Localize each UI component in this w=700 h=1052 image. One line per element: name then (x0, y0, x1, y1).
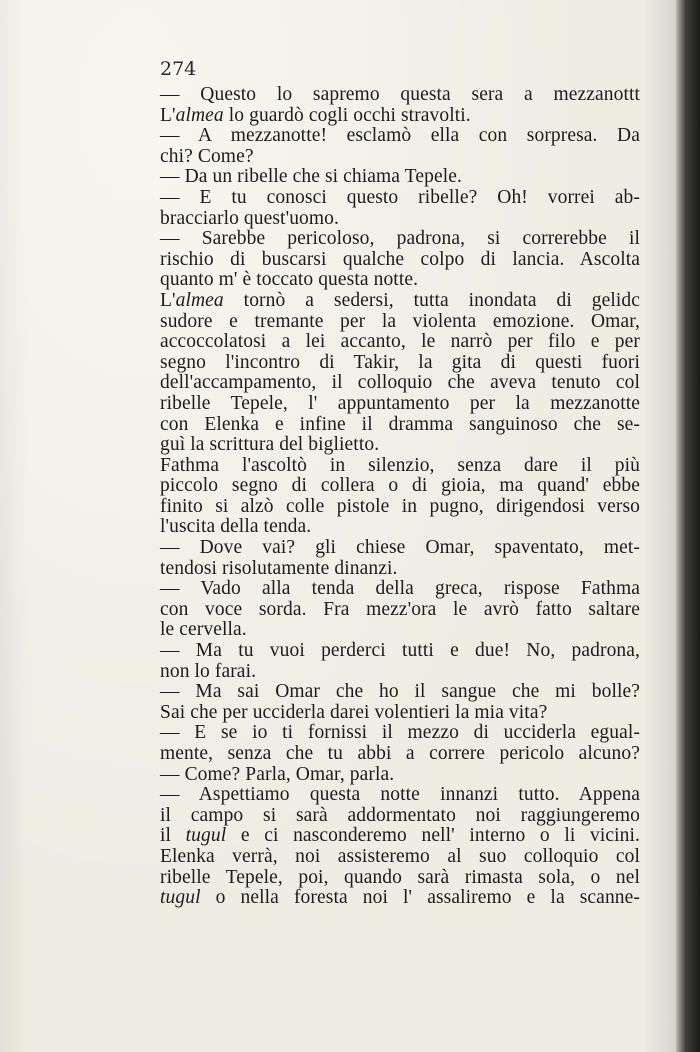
text-line (160, 147, 640, 168)
text-segment: piccolo segno di collera o di gioia, ma quand' ebbe (160, 475, 640, 497)
text-segment: — Da un ribelle che si chiama Tepele. (160, 166, 462, 188)
text-line (160, 188, 640, 209)
page-number: 274 (160, 58, 197, 80)
text-segment: con Elenka e infine il dramma sanguinoso che se- (160, 413, 640, 435)
text-segment: rischio di buscarsi qualche colpo di lancia. Ascolta (160, 248, 640, 270)
text-segment: — Come? Parla, Omar, parla. (160, 763, 395, 785)
text-segment: mente, senza che tu abbi a correre pericolo alcuno? (160, 743, 640, 764)
text-line (160, 167, 640, 188)
text-segment: segno l'incontro di Takir, la gita di questi fuori (160, 351, 640, 373)
text-line (160, 744, 640, 765)
text-line (160, 435, 640, 456)
text-segment: quanto m' è toccato questa notte. (160, 269, 419, 291)
text-line (160, 291, 640, 312)
text-segment: guì la scrittura del biglietto. (160, 434, 380, 456)
text-segment: chi? Come? (160, 145, 254, 167)
italic-word: tugul (185, 825, 227, 847)
text-line (160, 868, 640, 889)
text-segment: bracciarlo quest'uomo. (160, 207, 339, 229)
text-line (160, 250, 640, 271)
text-line (160, 85, 640, 106)
italic-word: tugul (160, 887, 201, 909)
text-line (160, 579, 640, 600)
text-segment: il (160, 825, 186, 847)
text-line (160, 456, 640, 477)
text-segment: Sai che per ucciderla darei volentieri la mia vita? (160, 701, 548, 723)
text-line (160, 497, 640, 518)
text-segment: — E tu conosci questo ribelle? Oh! vorrei ab- (160, 186, 640, 208)
text-line (160, 888, 640, 909)
text-line (160, 847, 640, 868)
text-segment: il campo si sarà addormentato noi raggiungeremo (160, 804, 640, 826)
text-segment: l'uscita della tenda. (160, 516, 312, 538)
text-line (160, 106, 640, 127)
text-segment: Fathma l'ascoltò in silenzio, senza dare il più (160, 454, 640, 476)
text-segment: accoccolatosi a lei accanto, le narrò per filo e per (160, 331, 640, 353)
text-segment: — Aspettiamo questa notte innanzi tutto. Appena (160, 784, 640, 806)
text-line (160, 600, 640, 621)
text-line (160, 270, 640, 291)
text-segment: tornò a sedersi, tutta inondata di gelidc (223, 289, 640, 311)
text-line (160, 415, 640, 436)
text-segment: le cervella. (160, 619, 247, 641)
text-segment: ribelle Tepele, poi, quando sarà rimasta sola, o nel (160, 866, 640, 888)
text-segment: sudore e tremante per la violenta emozione. Omar, (160, 310, 640, 332)
text-line (160, 312, 640, 333)
text-segment: — Ma sai Omar che ho il sangue che mi bolle? (160, 681, 640, 703)
text-line (160, 682, 640, 703)
italic-word: almea (175, 289, 224, 311)
text-line (160, 373, 640, 394)
text-line (160, 353, 640, 374)
text-line (160, 641, 640, 662)
text-line (160, 620, 640, 641)
text-line (160, 723, 640, 744)
text-segment: — Vado alla tenda della greca, rispose Fathma (160, 578, 640, 600)
text-line (160, 229, 640, 250)
italic-word: almea (175, 104, 224, 126)
text-segment: o nella foresta noi l' assaliremo e la scanne- (200, 887, 640, 909)
text-segment: finito si alzò colle pistole in pugno, dirigendosi verso (160, 495, 640, 517)
text-line (160, 703, 640, 724)
text-line (160, 126, 640, 147)
text-line (160, 765, 640, 786)
text-line (160, 559, 640, 580)
text-line (160, 785, 640, 806)
text-segment: L' (160, 104, 176, 126)
text-line (160, 394, 640, 415)
text-line (160, 538, 640, 559)
text-segment: L' (160, 289, 176, 311)
text-line (160, 332, 640, 353)
text-line (160, 476, 640, 497)
text-segment: lo guardò cogli occhi stravolti. (223, 104, 471, 126)
text-segment: — Questo lo sapremo questa sera a mezzanottt (160, 84, 640, 105)
text-segment: non lo farai. (160, 660, 257, 682)
text-segment: — Dove vai? gli chiese Omar, spaventato, met- (160, 537, 640, 559)
text-segment: dell'accampamento, il colloquio che aveva tenuto col (160, 372, 640, 394)
text-line (160, 209, 640, 230)
text-segment: con voce sorda. Fra mezz'ora le avrò fatto saltare (160, 598, 640, 620)
text-segment: tendosi risolutamente dinanzi. (160, 557, 398, 579)
text-line (160, 806, 640, 827)
text-line (160, 662, 640, 683)
text-line (160, 826, 640, 847)
text-segment: — Sarebbe pericoloso, padrona, si correrebbe il (160, 228, 640, 250)
text-segment: — Ma tu vuoi perderci tutti e due! No, padrona, (160, 640, 640, 662)
page-edge-shadow (676, 0, 700, 1052)
text-segment: — E se io ti fornissi il mezzo di ucciderla egual- (160, 722, 640, 744)
text-segment: ribelle Tepele, l' appuntamento per la mezzanotte (160, 392, 640, 414)
text-segment: — A mezzanotte! esclamò ella con sorpresa. Da (160, 125, 640, 147)
text-line (160, 517, 640, 538)
text-segment: e ci nasconderemo nell' interno o li vicini. (226, 825, 640, 847)
text-segment: Elenka verrà, noi assisteremo al suo colloquio col (160, 845, 640, 867)
body-text (160, 85, 640, 909)
